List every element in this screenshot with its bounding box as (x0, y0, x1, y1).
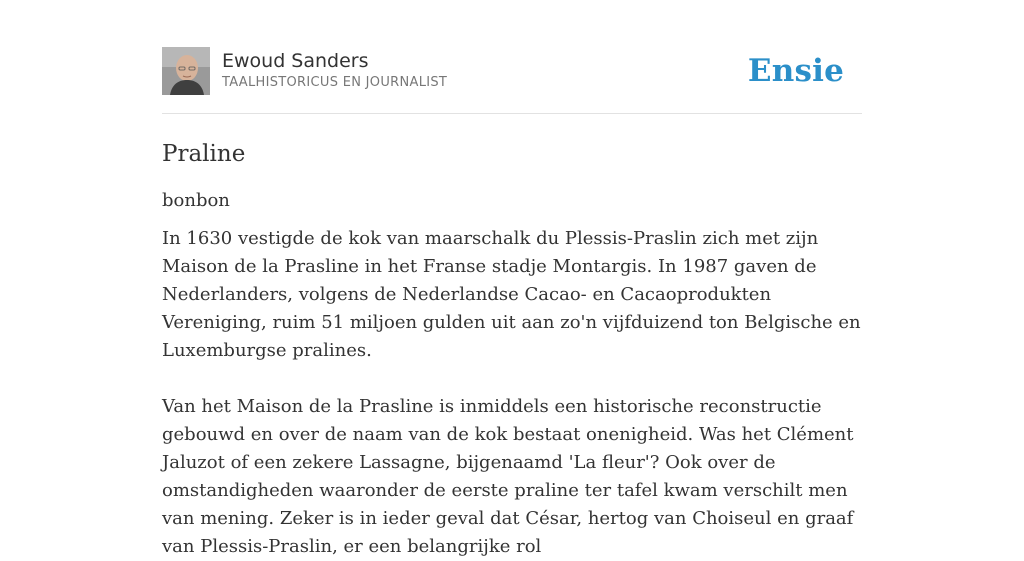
article-paragraph: Van het Maison de la Prasline is inmiddels een historische reconstructie gebouwd en over de naam van de kok bestaat onenigheid. Was het Clément Jaluzot of een zekere Lassagne, bijgenaamd 'La fleur'? Ook over de omstandigheden waaronder de eerste praline ter tafel kwam verschilt men van mening. Zeker is in ieder geval dat César, hertog van Choiseul en graaf van Plessis-Praslin, er een belangrijke rol (162, 396, 854, 557)
header (162, 46, 862, 114)
author-avatar[interactable] (162, 47, 210, 95)
author-photo (162, 47, 210, 95)
article-subtitle: bonbon (162, 190, 230, 211)
author-block[interactable] (162, 47, 447, 95)
ensie-logo[interactable]: Ensie (747, 53, 844, 89)
author-text (222, 51, 447, 92)
article-container (162, 46, 862, 561)
article-title: Praline (162, 141, 246, 167)
article-paragraph: In 1630 vestigde de kok van maarschalk du Plessis-Praslin zich met zijn Maison de la Prasline in het Franse stadje Montargis. In 1987 gaven de Nederlanders, volgens de Nederlandse Cacao- en Cacaoprodukten Vereniging, ruim 51 miljoen gulden uit aan zo'n vijfduizend ton Belgische en Luxemburgse pralines. (162, 228, 861, 361)
author-role: TAALHISTORICUS EN JOURNALIST (222, 74, 448, 90)
author-name[interactable]: Ewoud Sanders (222, 49, 369, 72)
